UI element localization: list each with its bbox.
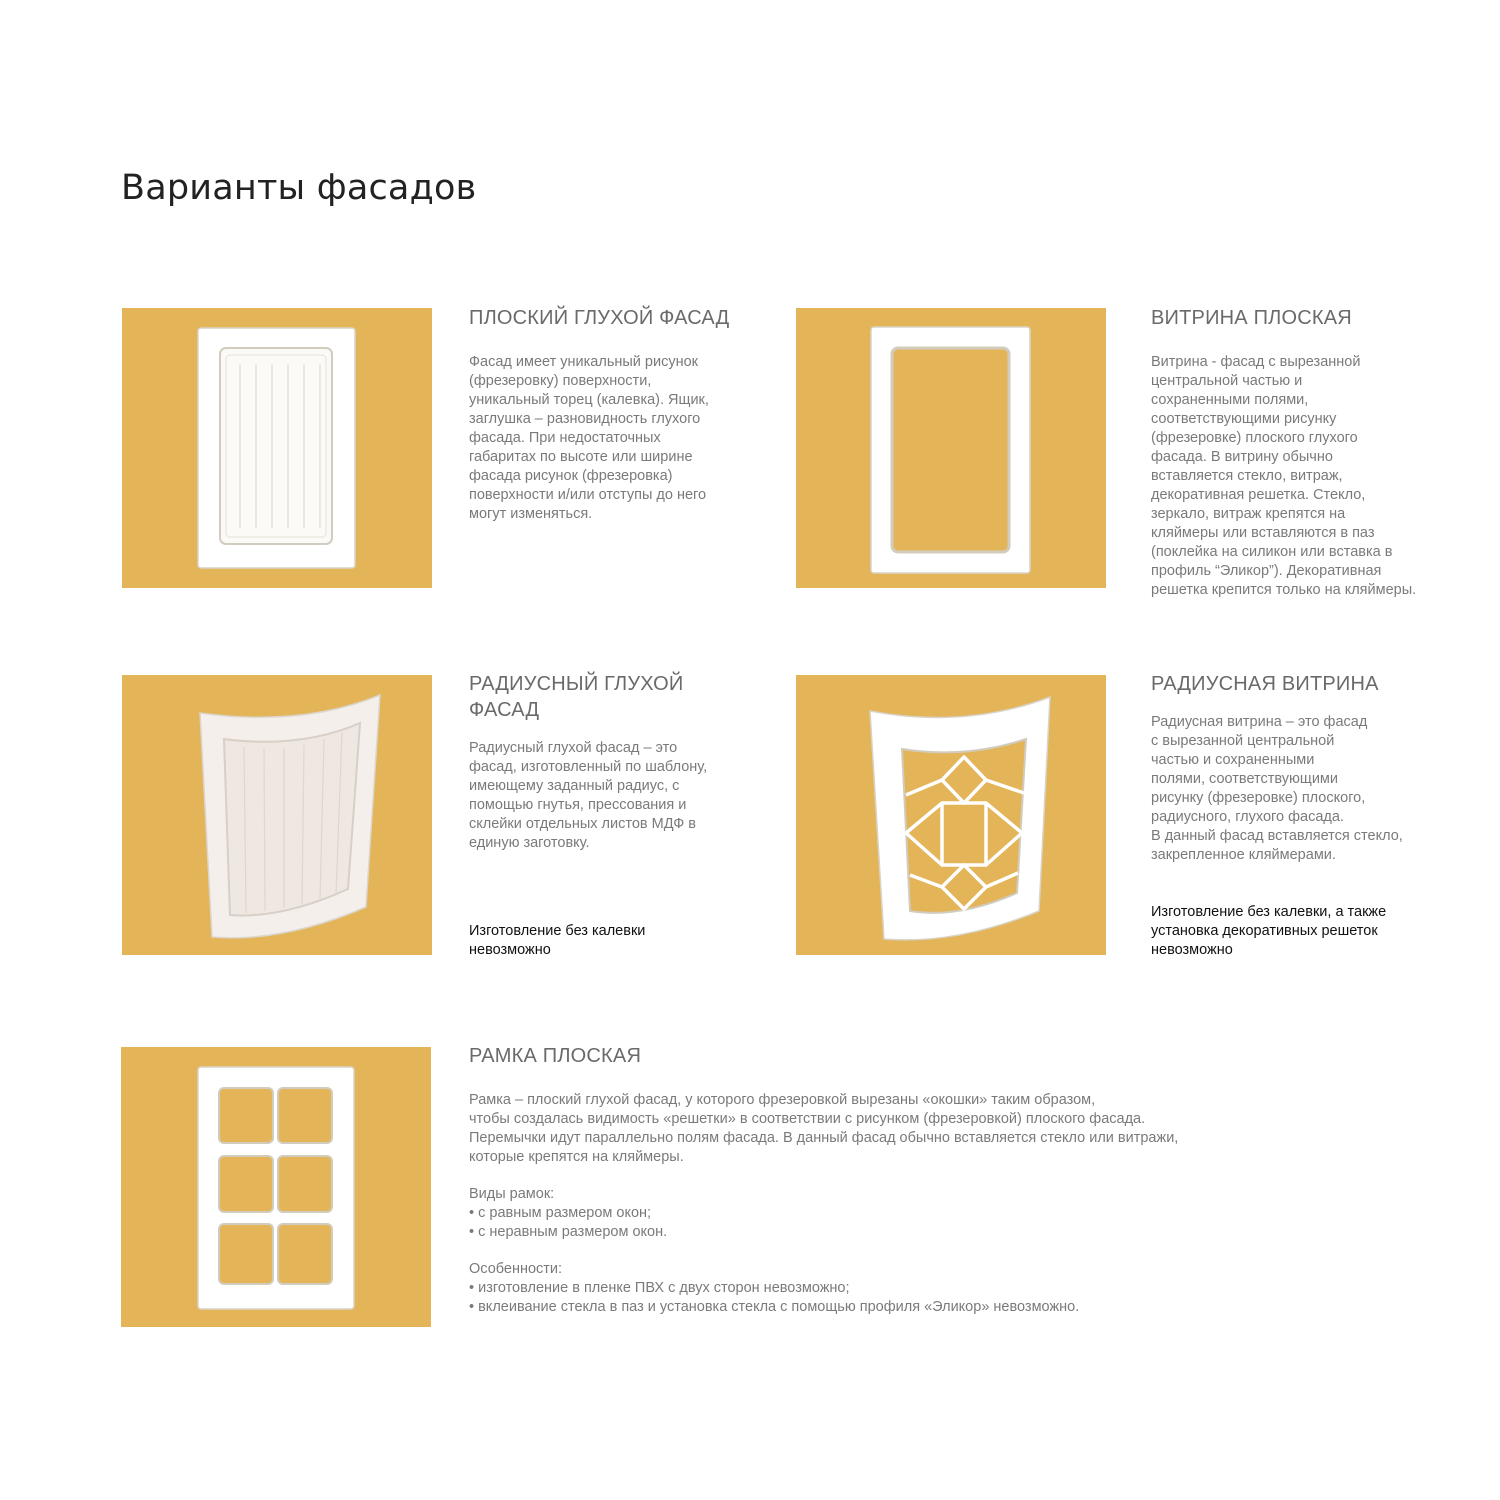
flat-frame-door-image bbox=[121, 1047, 431, 1327]
card-description: Радиусная витрина – это фасад с вырезанной центральной частью и сохраненными полями, соответствующими рисунку (фрезеровке) плоского, радиусного, глухого фасада. В данный фасад вставляется стекло, закрепленное кляймерами. bbox=[1151, 714, 1403, 863]
card-note: Изготовление без калевки, а также установка декоративных решеток невозможно bbox=[1151, 904, 1387, 958]
card-note: Изготовление без калевки невозможно bbox=[469, 923, 646, 958]
card-title: РАДИУСНЫЙ ГЛУХОЙ ФАСАД bbox=[469, 673, 684, 721]
frame-features-list bbox=[469, 1260, 1289, 1317]
frame-types-title: Виды рамок: bbox=[469, 1186, 555, 1202]
card-description: Фасад имеет уникальный рисунок (фрезеровку) поверхности, уникальный торец (калевка). Ящик, заглушка – разновидность глухого фасада. При недостаточных габаритах по высоте или ширине фасада рисунок (фрезеровка) поверхности и/или отступы до него могут изменяться. bbox=[469, 354, 709, 522]
radius-solid-door-icon bbox=[122, 675, 432, 955]
frame-types-list bbox=[469, 1185, 1289, 1242]
radius-solid-door-image bbox=[122, 675, 432, 955]
frame-feature-item: • изготовление в пленке ПВХ с двух сторон невозможно; bbox=[469, 1280, 850, 1296]
card-description: Рамка – плоский глухой фасад, у которого фрезеровкой вырезаны «окошки» таким образом, чтобы создалась видимость «решетки» в соответствии с рисунком (фрезеровкой) плоского фасада. Перемычки идут параллельно полям фасада. В данный фасад обычно вставляется стекло или витражи, которые крепятся на кляймеры. bbox=[469, 1092, 1179, 1165]
radius-glass-door-image bbox=[796, 675, 1106, 955]
radius-glass-door-icon bbox=[796, 675, 1106, 955]
frame-type-item: • с неравным размером окон. bbox=[469, 1224, 668, 1240]
frame-features-title: Особенности: bbox=[469, 1261, 563, 1277]
flat-solid-door-icon bbox=[122, 308, 432, 588]
flat-glass-door-image bbox=[796, 308, 1106, 588]
card-description: Витрина - фасад с вырезанной центральной частью и сохраненными полями, соответствующими рисунку (фрезеровке) плоского глухого фасада. В витрину обычно вставляется стекло, витраж, декоративная решетка. Стекло, зеркало, витраж крепятся на кляймеры или вставляются в паз (поклейка на силикон или вставка в профиль “Эликор”). Декоративная решетка крепится только на кляймеры. bbox=[1151, 354, 1417, 598]
card-radius-solid bbox=[469, 671, 769, 853]
card-title: РАМКА ПЛОСКАЯ bbox=[469, 1045, 642, 1067]
card-flat-frame bbox=[469, 1043, 1289, 1317]
page-title: Варианты фасадов bbox=[121, 168, 477, 208]
card-flat-glass bbox=[1151, 305, 1451, 600]
card-description: Радиусный глухой фасад – это фасад, изготовленный по шаблону, имеющему заданный радиус, с помощью гнутья, прессования и склейки отдельных листов МДФ в единую заготовку. bbox=[469, 740, 708, 851]
frame-type-item: • с равным размером окон; bbox=[469, 1205, 652, 1221]
flat-frame-door-icon bbox=[121, 1047, 431, 1327]
flat-glass-door-icon bbox=[796, 308, 1106, 588]
card-title: ВИТРИНА ПЛОСКАЯ bbox=[1151, 307, 1352, 329]
frame-feature-item: • вклеивание стекла в паз и установка стекла с помощью профиля «Эликор» невозможно. bbox=[469, 1299, 1080, 1315]
flat-solid-door-image bbox=[122, 308, 432, 588]
card-radius-glass bbox=[1151, 671, 1451, 865]
card-title: ПЛОСКИЙ ГЛУХОЙ ФАСАД bbox=[469, 307, 730, 329]
card-title: РАДИУСНАЯ ВИТРИНА bbox=[1151, 673, 1379, 695]
card-flat-solid bbox=[469, 305, 769, 524]
